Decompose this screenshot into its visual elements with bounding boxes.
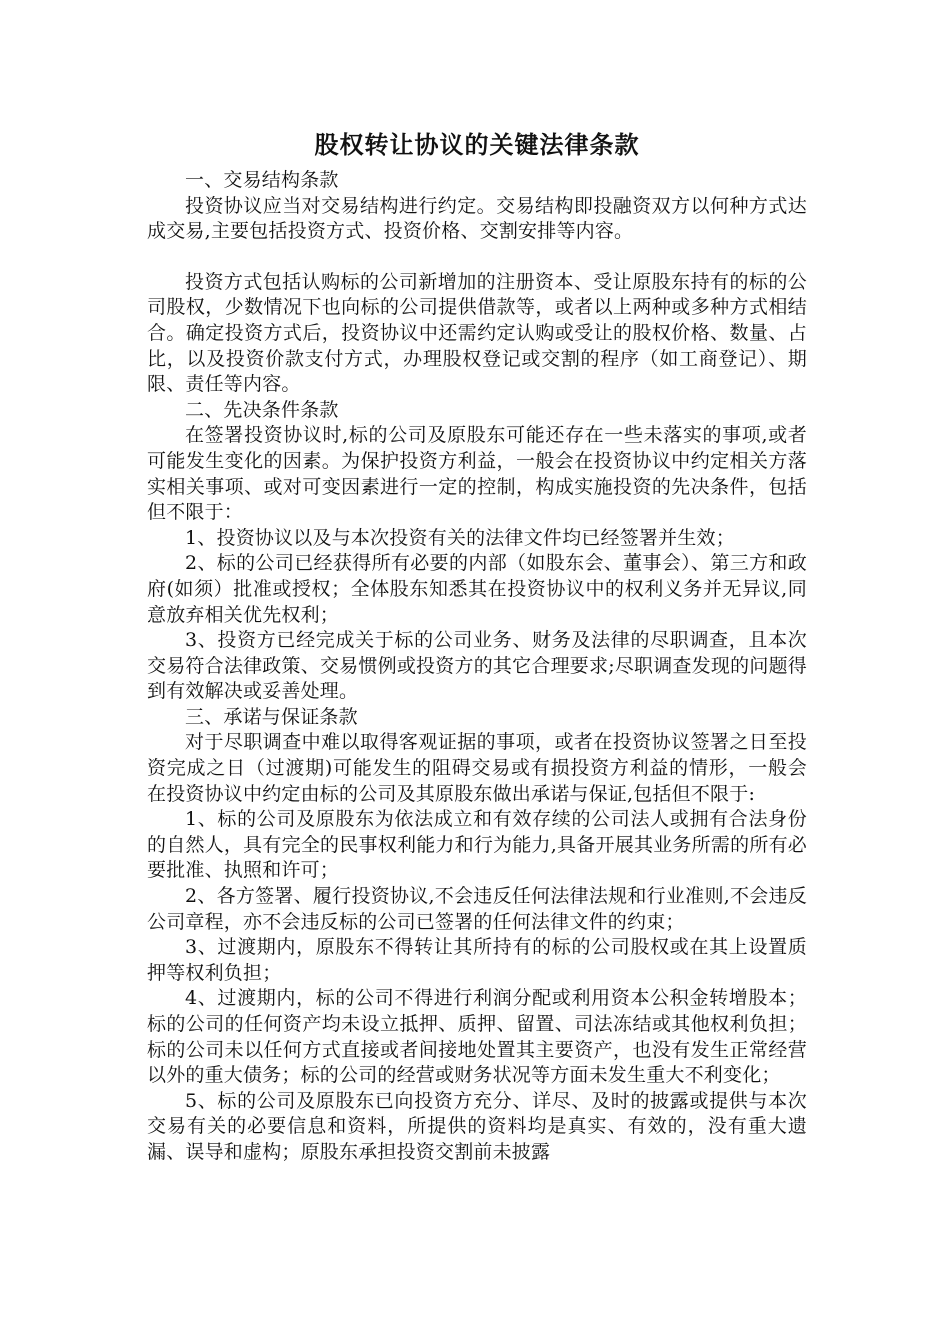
section-heading: 一、交易结构条款 (185, 169, 339, 191)
section-heading: 二、先决条件条款 (185, 398, 339, 421)
blank-line (147, 245, 807, 270)
list-item: 3、过渡期内，原股东不得转让其所持有的标的公司股权或在其上设置质押等权利负担； (147, 936, 807, 984)
list-item: 2、各方签署、履行投资协议,不会违反任何法律法规和行业准则,不会违反公司章程，亦不会违反标的公司已签署的任何法律文件的约束； (147, 885, 807, 933)
document-title: 股权转让协议的关键法律条款 (314, 131, 640, 159)
list-item: 4、过渡期内，标的公司不得进行利润分配或利用资本公积金转增股本；标的公司的任何资产均未设立抵押、质押、留置、司法冻结或其他权利负担；标的公司未以任何方式直接或者间接地处置其主要资产，也没有发生正常经营以外的重大债务；标的公司的经营或财务状况等方面未发生重大不利变化； (147, 987, 807, 1087)
section-heading: 三、承诺与保证条款 (185, 705, 358, 728)
paragraph: 在签署投资协议时,标的公司及原股东可能还存在一些未落实的事项,或者可能发生变化的因素。为保护投资方利益，一般会在投资协议中约定相关方落实相关事项、或对可变因素进行一定的控制，构成实施投资的先决条件，包括但不限于： (147, 424, 807, 524)
paragraph: 投资方式包括认购标的公司新增加的注册资本、受让原股东持有的标的公司股权，少数情况下也向标的公司提供借款等，或者以上两种或多种方式相结合。确定投资方式后，投资协议中还需约定认购或受让的股权价格、数量、占比，以及投资价款支付方式，办理股权登记或交割的程序（如工商登记）、期限、责任等内容。 (147, 270, 807, 396)
list-item: 5、标的公司及原股东已向投资方充分、详尽、及时的披露或提供与本次交易有关的必要信息和资料，所提供的资料均是真实、有效的，没有重大遗漏、误导和虚构；原股东承担投资交割前未披露 (147, 1089, 807, 1163)
paragraph: 投资协议应当对交易结构进行约定。交易结构即投融资双方以何种方式达成交易,主要包括投资方式、投资价格、交割安排等内容。 (147, 194, 807, 243)
list-item: 2、标的公司已经获得所有必要的内部（如股东会、董事会）、第三方和政府(如须）批准或授权；全体股东知悉其在投资协议中的权利义务并无异议,同意放弃相关优先权利； (147, 552, 807, 626)
list-item: 1、投资协议以及与本次投资有关的法律文件均已经签署并生效； (185, 526, 735, 549)
list-item: 1、标的公司及原股东为依法成立和有效存续的公司法人或拥有合法身份的自然人，具有完全的民事权利能力和行为能力,具备开展其业务所需的所有必要批准、执照和许可； (147, 808, 807, 882)
paragraph: 对于尽职调查中难以取得客观证据的事项，或者在投资协议签署之日至投资完成之日（过渡期)可能发生的阻碍交易或有损投资方利益的情形，一般会在投资协议中约定由标的公司及其原股东做出承诺与保证,包括但不限于: (147, 731, 807, 805)
list-item: 3、投资方已经完成关于标的公司业务、财务及法律的尽职调查，且本次交易符合法律政策、交易惯例或投资方的其它合理要求;尽职调查发现的问题得到有效解决或妥善处理。 (147, 629, 807, 703)
